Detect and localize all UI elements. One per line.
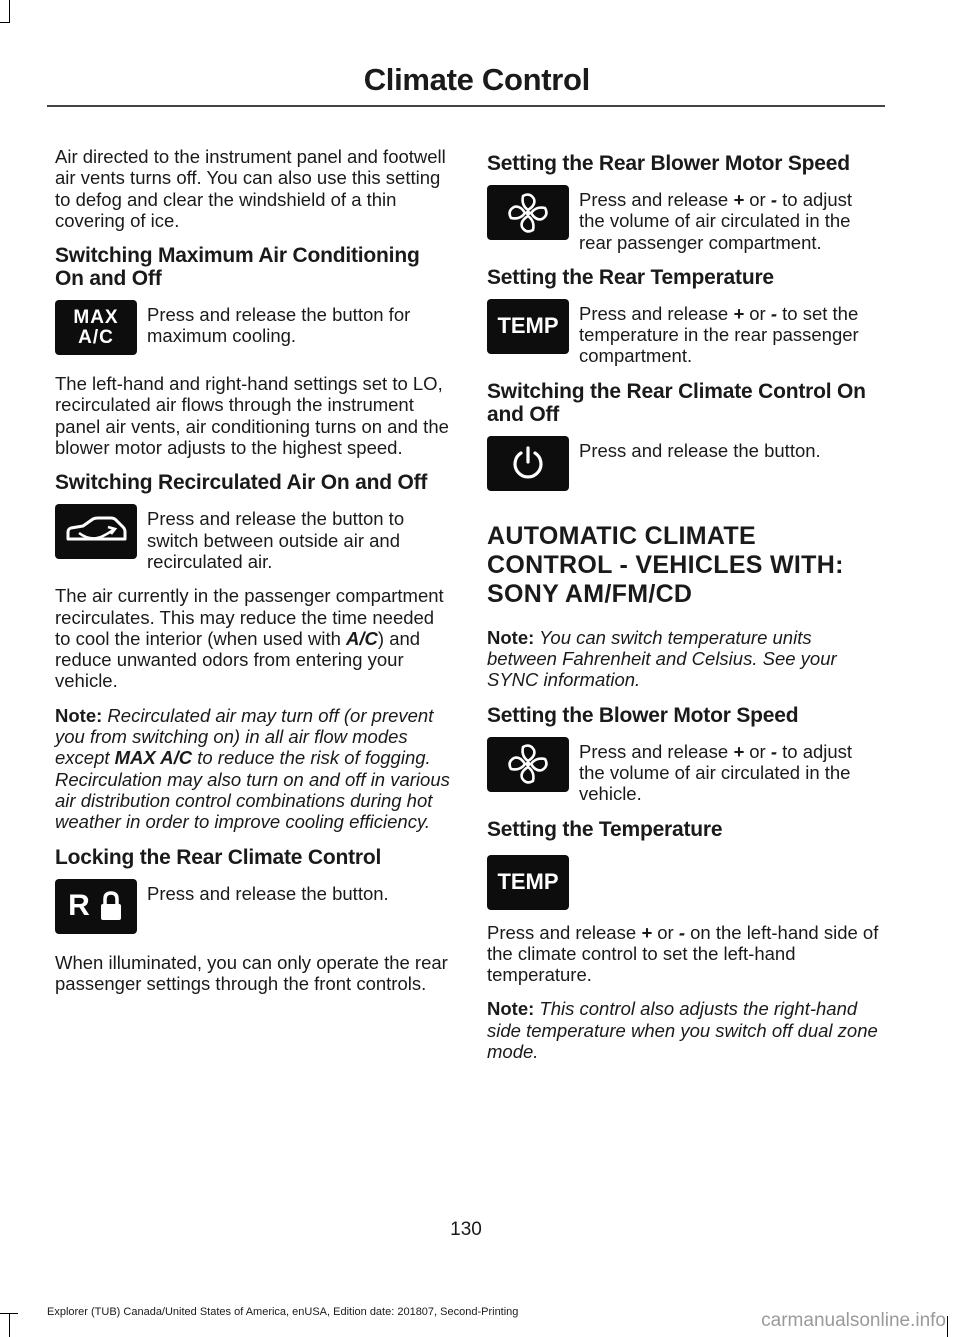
- watermark: carmanualsonline.info: [761, 1310, 946, 1331]
- recirc-note: [55, 705, 450, 833]
- rear-lock-heading: Locking the Rear Climate Control: [55, 845, 382, 869]
- instr-part: Press and release: [579, 302, 734, 324]
- instr-part: or: [652, 921, 679, 943]
- note-label: Note:: [487, 998, 535, 1020]
- rear-lock-instruction: Press and release the button.: [147, 882, 389, 904]
- crop-mark: [0, 1313, 18, 1314]
- auto-note-text: You can switch temperature units between Fahrenheit and Celsius. See your SYNC information.: [487, 626, 837, 691]
- rear-lock-icon: [55, 879, 137, 934]
- crop-mark: [9, 0, 10, 22]
- crop-mark: [0, 22, 10, 23]
- minus-symbol: -: [770, 189, 777, 210]
- page-title: Climate Control: [363, 62, 590, 97]
- plus-symbol: +: [641, 921, 653, 943]
- section-heading: AUTOMATIC CLIMATE CONTROL - VEHICLES WITH: SONY AM/FM/CD: [487, 521, 844, 608]
- power-icon: [487, 436, 569, 491]
- temp-icon: TEMP: [487, 299, 569, 354]
- instr-part: on the left-hand side of the climate control to set the left-hand temperature.: [487, 921, 879, 986]
- crop-mark: [947, 1316, 948, 1337]
- instr-part: or: [744, 189, 771, 210]
- rear-lock-row: [55, 883, 450, 939]
- temp-note-text: This control also adjusts the right-hand side temperature when you switch off dual zone mode.: [487, 998, 878, 1063]
- rear-lock-description: When illuminated, you can only operate the rear passenger settings through the front controls.: [55, 951, 448, 994]
- max-ac-icon-line1: MAX: [73, 306, 119, 328]
- right-column: [487, 146, 882, 1075]
- header-divider: [47, 105, 885, 107]
- recirc-note-part: Recirculated air may turn off (or prevent you from switching on) in all air flow modes except: [55, 704, 434, 769]
- blower-row: [487, 741, 882, 805]
- note-label: Note:: [487, 626, 535, 648]
- instr-part: to adjust the volume of air circulated in the vehicle.: [579, 740, 853, 805]
- rear-temp-row: [487, 303, 882, 367]
- crop-mark: [9, 1313, 10, 1337]
- instr-part: to adjust the volume of air circulated in the rear passenger compartment.: [579, 189, 853, 253]
- padlock-icon: [98, 890, 124, 922]
- temp-instruction: [487, 922, 882, 986]
- fan-icon: [487, 185, 569, 240]
- auto-note: [487, 627, 882, 691]
- minus-symbol: -: [770, 302, 777, 324]
- recirc-desc-part: The air currently in the passenger compartment recirculates. This may reduce the time needed to cool the interior (when used with: [55, 585, 444, 649]
- fan-icon: [487, 737, 569, 792]
- rear-onoff-heading: Switching the Rear Climate Control On and Off: [487, 379, 866, 426]
- plus-symbol: +: [733, 302, 745, 324]
- recirc-desc-ac: A/C: [346, 627, 378, 649]
- max-ac-icon: [55, 300, 137, 355]
- recirc-desc-part: ) and reduce unwanted odors from entering your vehicle.: [55, 627, 421, 692]
- max-ac-row: [55, 304, 450, 360]
- left-column: [55, 146, 450, 1007]
- recirc-row: [55, 508, 450, 572]
- page-number: 130: [450, 1219, 482, 1240]
- max-ac-heading: Switching Maximum Air Conditioning On and Off: [55, 244, 420, 291]
- rear-blower-heading: Setting the Rear Blower Motor Speed: [487, 152, 850, 175]
- intro-paragraph: Air directed to the instrument panel and footwell air vents turns off. You can also use this setting to defog and clear the windshield of a thin covering of ice.: [55, 146, 446, 231]
- recirc-description: [55, 585, 450, 691]
- minus-symbol: -: [770, 740, 777, 762]
- temp-heading: Setting the Temperature: [487, 817, 723, 841]
- max-ac-instruction: Press and release the button for maximum cooling.: [147, 304, 411, 347]
- instr-part: Press and release: [579, 189, 734, 210]
- rear-temp-heading: Setting the Rear Temperature: [487, 265, 774, 289]
- plus-symbol: +: [733, 189, 745, 210]
- minus-symbol: -: [678, 921, 685, 943]
- temp-icon: TEMP: [487, 855, 569, 910]
- rear-onoff-instruction: Press and release the button.: [579, 439, 821, 461]
- plus-symbol: +: [733, 740, 745, 762]
- rear-onoff-row: [487, 440, 882, 496]
- instr-part: Press and release: [487, 921, 642, 943]
- instr-part: to set the temperature in the rear passenger compartment.: [579, 302, 859, 367]
- instr-part: Press and release: [579, 740, 734, 762]
- footer-edition: Explorer (TUB) Canada/United States of America, enUSA, Edition date: 201807, Second-Printing: [47, 1306, 519, 1318]
- rear-blower-row: [487, 189, 882, 253]
- blower-heading: Setting the Blower Motor Speed: [487, 703, 799, 727]
- recirc-note-maxac: MAX A/C: [114, 747, 193, 769]
- recirc-heading: Switching Recirculated Air On and Off: [55, 471, 428, 495]
- max-ac-description: The left-hand and right-hand settings set to LO, recirculated air flows through the instrument panel air vents, air conditioning turns on and the blower motor adjusts to the highest speed.: [55, 373, 449, 459]
- recirc-instruction: Press and release the button to switch between outside air and recirculated air.: [147, 508, 405, 572]
- temp-note: [487, 998, 882, 1062]
- note-label: Note:: [55, 704, 103, 726]
- instr-part: or: [744, 740, 771, 762]
- recirc-note-part: to reduce the risk of fogging. Recirculation may also turn on and off in various air distribution control combinations during hot weather in order to improve cooling efficiency.: [55, 747, 450, 833]
- instr-part: or: [744, 302, 771, 324]
- rear-lock-icon-letter: R: [68, 889, 90, 923]
- recirculation-icon: [55, 504, 137, 559]
- max-ac-icon-line2: A/C: [78, 326, 114, 348]
